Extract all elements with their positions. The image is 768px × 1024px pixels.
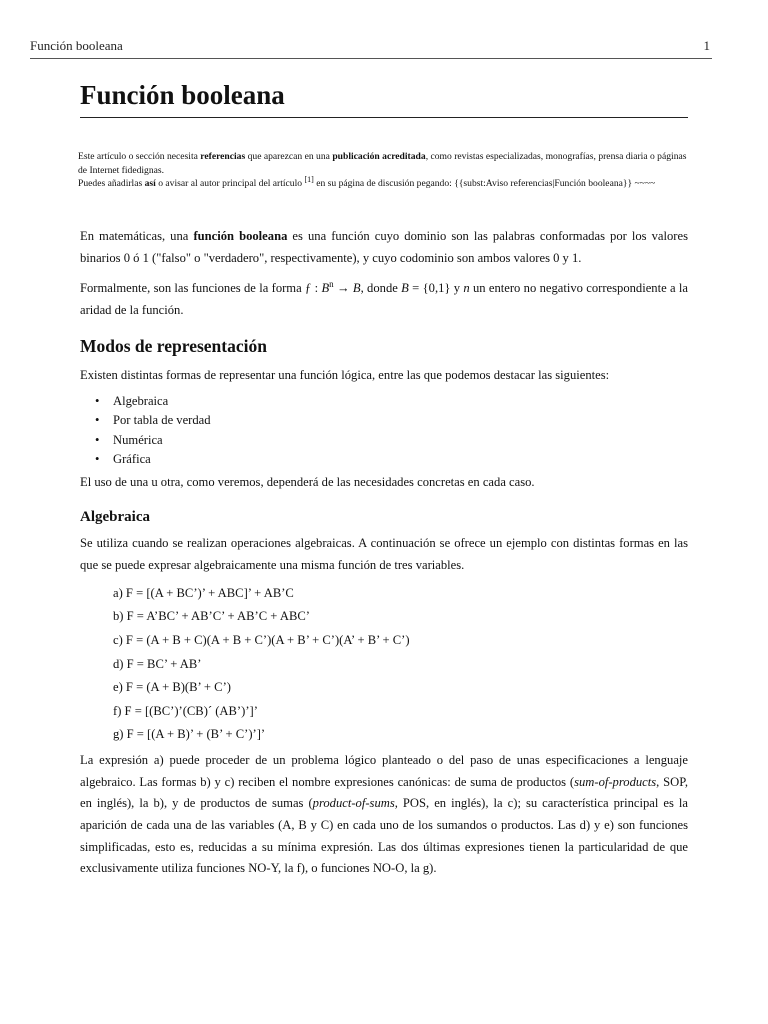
- notice-text: que aparezcan en una: [245, 151, 333, 162]
- math-var: B: [321, 281, 330, 296]
- text: = {0,1} y: [408, 281, 464, 296]
- section-heading-algebraica: Algebraica: [80, 509, 150, 526]
- term-sop: sum-of-products: [574, 774, 657, 789]
- notice-link-asi[interactable]: así: [144, 178, 156, 190]
- notice-line-1: [78, 150, 692, 177]
- text: , POS, en inglés), la c); su característica principal es la aparición de cada una de las variables (A, B y C) en cada uno de los sumandos o productos. Las d) y e) son funciones simplificadas, esto es, reducidas a su mínima expresión. Las dos últimas expresiones tienen la particularidad de que exclusivamente utiliza funciones NO-Y, la f), o funciones NO-O, la g).: [80, 796, 688, 876]
- term-pos: product-of-sums: [312, 796, 395, 811]
- page-title: Función booleana: [80, 78, 688, 118]
- text: En matemáticas, una: [80, 229, 194, 243]
- running-header: [30, 38, 712, 59]
- text: , donde: [360, 281, 402, 296]
- section-heading-modos: Modos de representación: [80, 336, 267, 356]
- notice-line-2: [78, 177, 692, 191]
- text: es una función cuyo dominio son las palabras conformadas por los valores binarios 0 ó 1 ("falso" o "verdadero", respectivamente), y cuyo codominio son ambos valores 0 y 1.: [80, 229, 688, 265]
- notice-link-publicacion[interactable]: publicación acreditada: [332, 151, 426, 162]
- page-number: 1: [703, 38, 710, 53]
- math-var: n: [463, 281, 470, 296]
- formula-b: b) F = A’BC’ + AB’C’ + AB’C + ABC’: [113, 609, 310, 624]
- notice-reference[interactable]: [1]: [304, 175, 314, 185]
- formula-list: [113, 582, 688, 747]
- text: →: [333, 281, 353, 296]
- math-var: B: [401, 281, 409, 296]
- notice-link-referencias[interactable]: referencias: [200, 151, 246, 162]
- term-funcion-booleana: función booleana: [193, 229, 288, 243]
- text: Formalmente, son las funciones de la forma ƒ :: [80, 281, 322, 296]
- list-item: • Gráfica: [80, 450, 688, 470]
- algebraica-intro: Se utiliza cuando se realizan operaciones algebraicas. A continuación se ofrece un ejemplo con distintas formas en las que se puede expresar algebraicamente una misma función de tres variables.: [80, 536, 688, 573]
- intro-paragraph-2: [80, 274, 688, 322]
- math-var: B: [352, 281, 361, 296]
- running-header-title: Función booleana: [30, 38, 123, 53]
- references-notice: [78, 150, 692, 191]
- math-exponent: n: [329, 279, 334, 290]
- formula-g: g) F = [(A + B)’ + (B’ + C’)’]’: [113, 727, 266, 742]
- notice-text: Puedes añadirlas: [78, 178, 145, 190]
- article-body: [80, 226, 688, 885]
- text: , SOP, en inglés), la b), y de productos de sumas (: [80, 774, 688, 811]
- list-item: • Numérica: [80, 431, 688, 451]
- notice-text: Este artículo o sección necesita: [78, 151, 201, 162]
- formula-a: a) F = [(A + BC’)’ + ABC]’ + AB’C: [113, 585, 294, 600]
- algebraica-closing: [80, 750, 688, 880]
- notice-text: , como revistas especializadas, monografías, prensa diaria o páginas de Internet fidedignas.: [78, 151, 687, 176]
- list-item: • Algebraica: [80, 392, 688, 412]
- formula-f: f) F = [(BC’)’(CB)´ (AB’)’]’: [113, 703, 258, 718]
- text: un entero no negativo correspondiente a la aridad de la función.: [80, 281, 688, 318]
- modos-outro: El uso de una u otra, como veremos, dependerá de las necesidades concretas en cada caso.: [80, 474, 535, 489]
- list-item: • Por tabla de verdad: [80, 411, 688, 431]
- formula-e: e) F = (A + B)(B’ + C’): [113, 680, 231, 695]
- notice-text: en su página de discusión pegando: {{subst:Aviso referencias|Función booleana}} ~~~~: [313, 178, 656, 190]
- modos-intro: Existen distintas formas de representar una función lógica, entre las que podemos destacar las siguientes:: [80, 368, 610, 382]
- notice-text: o avisar al autor principal del artículo: [155, 178, 305, 190]
- intro-paragraph-1: [80, 226, 688, 269]
- formula-c: c) F = (A + B + C)(A + B + C’)(A + B’ + C’)(A’ + B’ + C’): [113, 633, 410, 647]
- formula-d: d) F = BC’ + AB’: [113, 656, 202, 671]
- text: La expresión a) puede proceder de un problema lógico planteado o del paso de unas especificaciones a lenguaje algebraico. Las formas b) y c) reciben el nombre expresiones canónicas: de suma de productos (: [80, 752, 688, 789]
- modos-list: [80, 392, 688, 470]
